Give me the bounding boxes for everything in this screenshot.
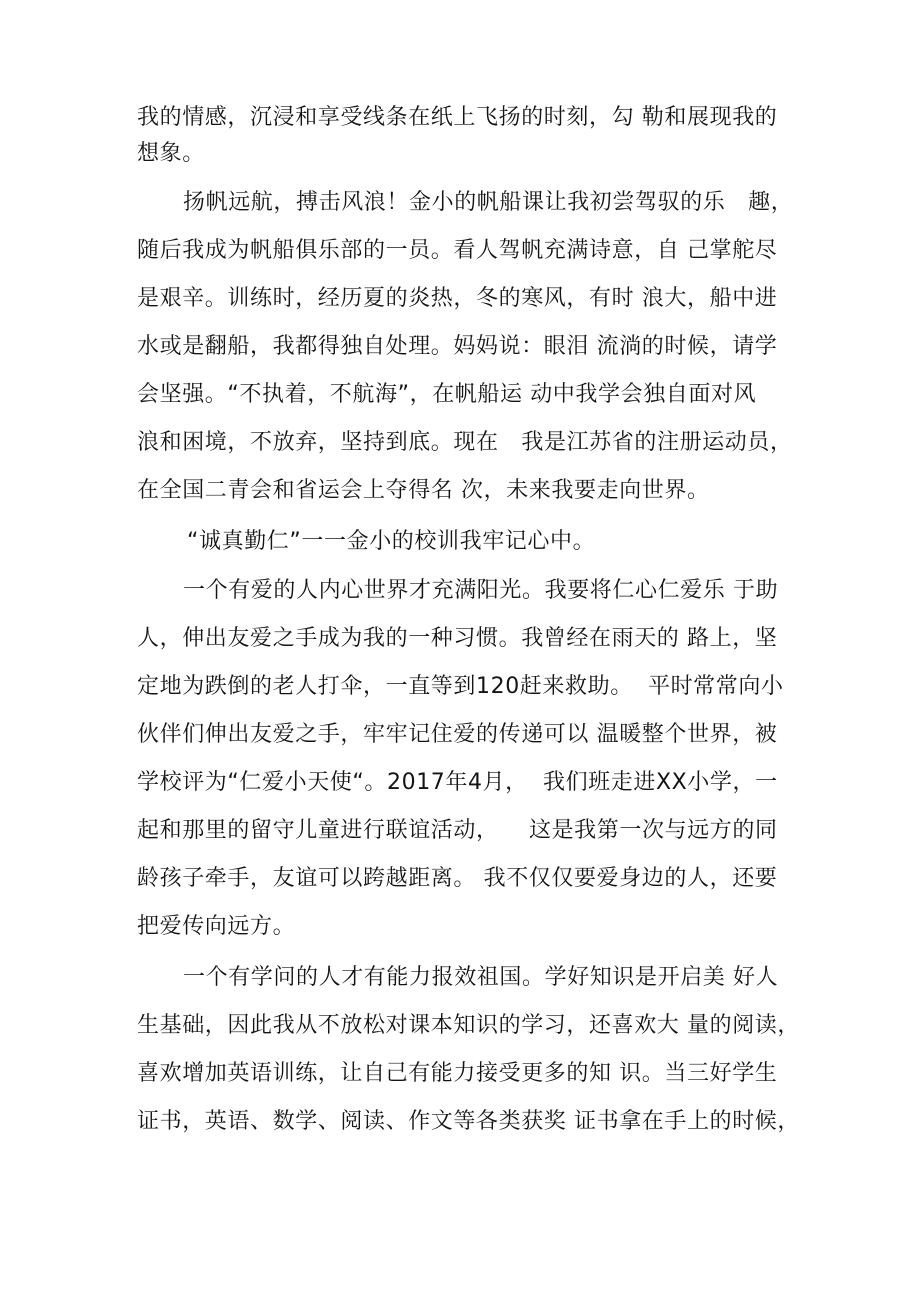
text-line: 一个有学问的人才有能力报效祖国。学好知识是开启美 好人 xyxy=(183,965,779,991)
text-line: 学校评为“仁爱小天使“。2017年4月， 我们班走进XX小学，一 xyxy=(137,769,778,795)
text-line: 扬帆远航，搏击风浪！金小的帆船课让我初尝驾驭的乐 趣， xyxy=(183,190,794,216)
text-line: 伙伴们伸出友爱之手，牢牢记住爱的传递可以 温暖整个世界，被 xyxy=(137,721,778,747)
text-line: 生基础，因此我从不放松对课本知识的学习，还喜欢大 量的阅读， xyxy=(137,1013,800,1039)
text-line: 浪和困境，不放弃，坚持到底。现在 我是江苏省的注册运动员， xyxy=(137,430,793,456)
text-line: 把爱传向远方。 xyxy=(137,913,296,939)
text-line: 证书，英语、数学、阅读、作文等各类获奖 证书拿在手上的时候， xyxy=(137,1109,800,1135)
text-line: 我的情感，沉浸和享受线条在纸上飞扬的时刻，勾 勒和展现我的 xyxy=(137,105,778,130)
text-line: “诚真勤仁”一一金小的校训我牢记心中。 xyxy=(187,528,596,554)
text-line: 随后我成为帆船俱乐部的一员。看人驾帆充满诗意，自 己掌舵尽 xyxy=(137,238,778,264)
text-line: 定地为跌倒的老人打伞，一直等到120赶来救助。 平时常常向小 xyxy=(137,673,784,699)
text-line: 在全国二青会和省运会上夺得名 次，未来我要走向世界。 xyxy=(137,478,710,504)
text-line: 喜欢增加英语训练，让自己有能力接受更多的知 识。当三好学生 xyxy=(137,1061,778,1087)
text-line: 是艰辛。训练时，经历夏的炎热，冬的寒风，有时 浪大，船中进 xyxy=(137,286,778,312)
text-line: 想象。 xyxy=(137,141,205,166)
text-line: 水或是翻船，我都得独自处理。妈妈说：眼泪 流淌的时候，请学 xyxy=(137,334,778,360)
text-line: 会坚强。“不执着，不航海”，在帆船运 动中我学会独自面对风 xyxy=(137,382,757,408)
text-line: 龄孩子牵手，友谊可以跨越距离。 我不仅仅要爱身边的人，还要 xyxy=(137,865,778,891)
text-line: 起和那里的留守儿童进行联谊活动， 这是我第一次与远方的同 xyxy=(137,817,778,843)
text-line: 人，伸出友爱之手成为我的一种习惯。我曾经在雨天的 路上，坚 xyxy=(137,625,778,651)
text-line: 一个有爱的人内心世界才充满阳光。我要将仁心仁爱乐 于助 xyxy=(183,577,779,603)
